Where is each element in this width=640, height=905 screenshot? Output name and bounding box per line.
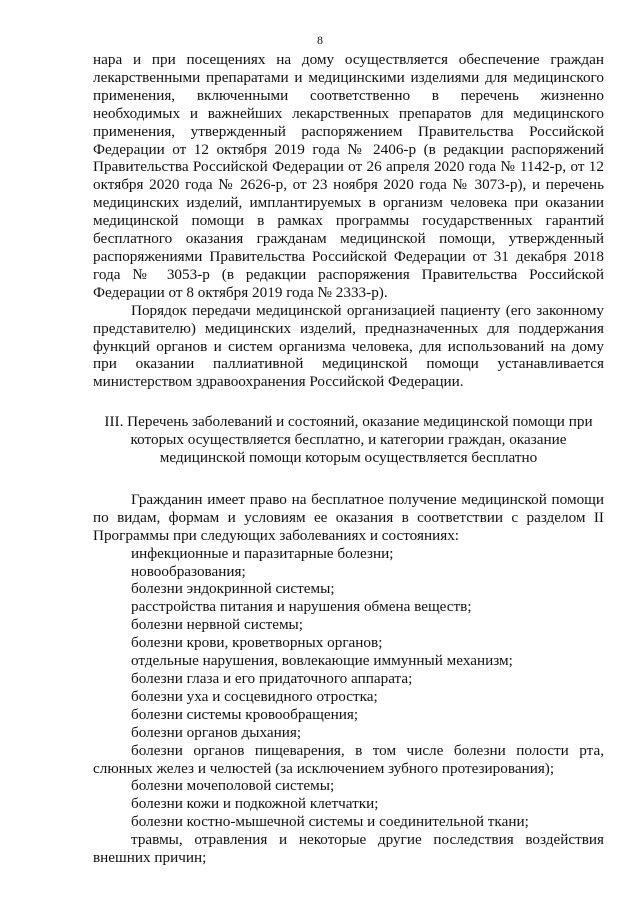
paragraph-medicines-provision: нара и при посещениях на дому осуществляется обеспечение граждан лекарственными препаратами и медицинскими изделиями для медицинского применения, включенными соответственно в перечень жизненно необходимых и важнейших лекарственных препаратов для медицинского применения, утвержденный распоряжением Правительства Российской Федерации от 12 октября 2019 года № 2406-р (в редакции распоряжений Правительства Российской Федерации от 26 апреля 2020 года № 1142-р, от 12 октября 2020 года № 2626-р, от 23 ноября 2020 года № 3073-р), и перечень медицинских изделий, имплантируемых в организм человека при оказании медицинской помощи в рамках программы государственных гарантий бесплатного оказания гражданам медицинской помощи, утвержденный распоряжениями Правительства Российской Федерации от 31 декабря 2018 года № 3053-р (в редакции распоряжения Правительства Российской Федерации от 8 октября 2019 года № 2333-р).	[93, 51, 604, 301]
page-number: 8	[317, 33, 323, 47]
paragraph-device-transfer-order: Порядок передачи медицинской организацией пациенту (его законному представителю) медицинских изделий, предназначенных для поддержания функций органов и систем организма человека, для использований на дому при оказании паллиативной медицинской помощи устанавливается министерством здравоохранения Российской Федерации.	[93, 301, 604, 391]
list-item: отдельные нарушения, вовлекающие иммунный механизм;	[131, 652, 513, 670]
section-heading: III. Перечень заболеваний и состояний, оказание медицинской помощи при которых осуществляется бесплатно, и категории граждан, оказание медицинской помощи которым осуществляется бесплатно	[104, 413, 593, 467]
list-item: расстройства питания и нарушения обмена веществ;	[131, 598, 472, 616]
paragraph-right-to-free-care: Гражданин имеет право на бесплатное получение медицинской помощи по видам, формам и условиям ее оказания в соответствии с разделом II Программы при следующих заболеваниях и состояниях:	[93, 490, 604, 544]
list-item: болезни крови, кроветворных органов;	[131, 634, 383, 652]
list-item: болезни системы кровообращения;	[131, 705, 359, 723]
list-item: болезни мочеполовой системы;	[131, 777, 335, 795]
list-item: болезни кожи и подкожной клетчатки;	[131, 795, 379, 813]
list-item: болезни глаза и его придаточного аппарата;	[131, 670, 413, 687]
list-item: болезни эндокринной системы;	[131, 580, 335, 598]
list-item: болезни органов пищеварения, в том числе болезни полости рта, слюнных желез и челюстей (за исключением зубного протезирования);	[93, 741, 604, 777]
list-item: болезни органов дыхания;	[131, 723, 302, 741]
list-item: болезни уха и сосцевидного отростка;	[131, 687, 378, 705]
list-item: болезни нервной системы;	[131, 616, 303, 634]
list-item: новообразования;	[131, 562, 246, 580]
list-item: травмы, отравления и некоторые другие последствия воздействия внешних причин;	[93, 831, 604, 867]
list-item: инфекционные и паразитарные болезни;	[131, 544, 394, 562]
list-item: болезни костно-мышечной системы и соединительной ткани;	[131, 813, 529, 831]
conditions-list	[93, 545, 604, 867]
document-body	[93, 51, 604, 867]
